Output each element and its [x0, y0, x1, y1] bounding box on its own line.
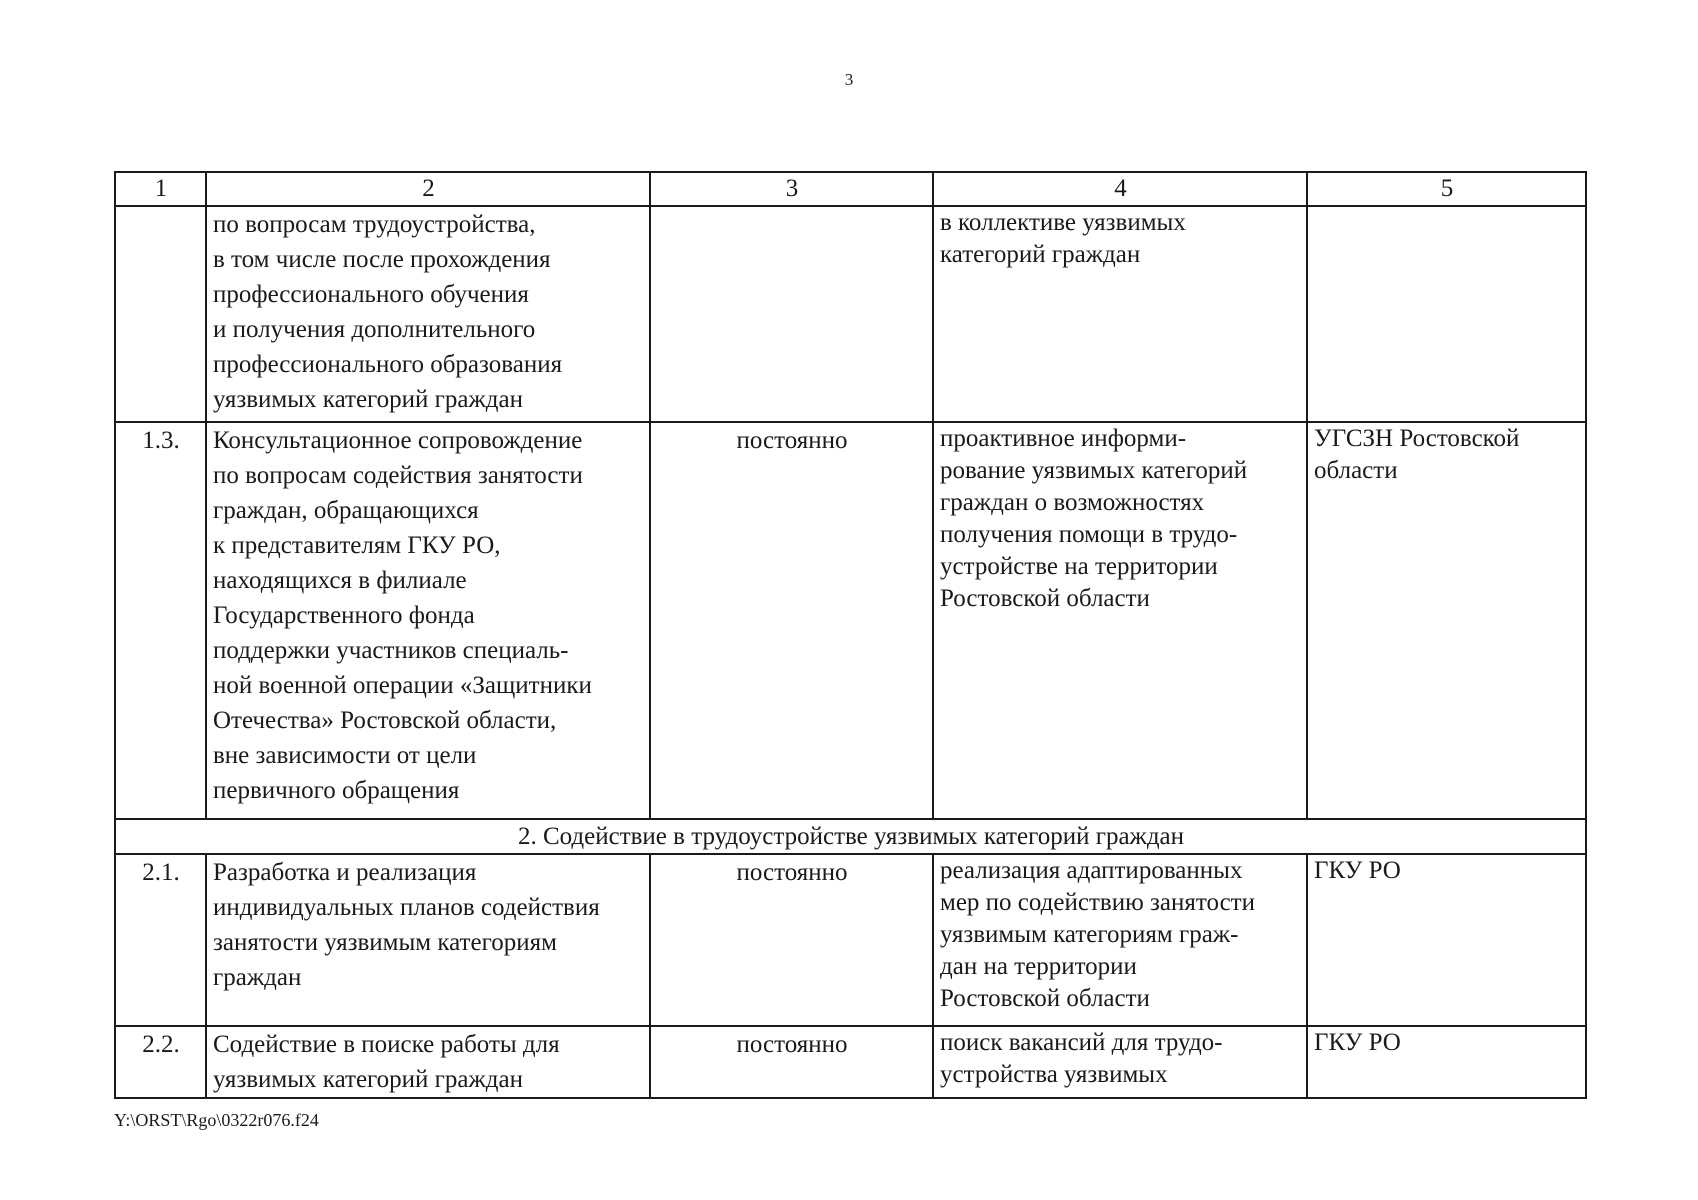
result-cell: проактивное информи- рование уязвимых категорий граждан о возможностях получения помощи в трудо- устройстве на территории Ростовской области [933, 422, 1307, 819]
term-cell: постоянно [650, 854, 933, 1026]
table-row-continuation [115, 206, 1586, 422]
row-number-cell: 1.3. [115, 422, 206, 819]
file-path-footer: Y:\ORST\Rgo\0322r076.f24 [114, 1110, 319, 1130]
result-cell: в коллективе уязвимых категорий граждан [933, 206, 1307, 422]
header-cell-4: 4 [933, 172, 1307, 206]
responsible-cell: ГКУ РО [1307, 854, 1586, 1026]
responsible-cell: ГКУ РО [1307, 1026, 1586, 1098]
row-number-cell: 2.2. [115, 1026, 206, 1098]
term-cell: постоянно [650, 422, 933, 819]
header-cell-5: 5 [1307, 172, 1586, 206]
term-cell [650, 206, 933, 422]
responsible-cell: УГСЗН Ростовской области [1307, 422, 1586, 819]
measure-cell: по вопросам трудоустройства, в том числе после прохождения профессионального обучения и получения дополнительного профессионального образования уязвимых категорий граждан [206, 206, 650, 422]
measures-table [114, 171, 1587, 1099]
measure-cell: Консультационное сопровождение по вопросам содействия занятости граждан, обращающихся к представителям ГКУ РО, находящихся в филиале Государственного фонда поддержки участников специаль- ной военной операции «Защитники Отечества» Ростовской области, вне зависимости от цели первичного обращения [206, 422, 650, 819]
measure-cell: Разработка и реализация индивидуальных планов содействия занятости уязвимым категориям граждан [206, 854, 650, 1026]
page-number: 3 [844, 70, 854, 89]
responsible-cell [1307, 206, 1586, 422]
table-header-row [115, 172, 1586, 206]
table-row-2-2 [115, 1026, 1586, 1098]
measure-cell: Содействие в поиске работы для уязвимых категорий граждан [206, 1026, 650, 1098]
header-cell-1: 1 [115, 172, 206, 206]
header-cell-2: 2 [206, 172, 650, 206]
row-number-cell: 2.1. [115, 854, 206, 1026]
term-cell: постоянно [650, 1026, 933, 1098]
header-cell-3: 3 [650, 172, 933, 206]
row-number-cell [115, 206, 206, 422]
table-row-1-3 [115, 422, 1586, 819]
result-cell: реализация адаптированных мер по содействию занятости уязвимым категориям граж- дан на территории Ростовской области [933, 854, 1307, 1026]
result-cell: поиск вакансий для трудо- устройства уязвимых [933, 1026, 1307, 1098]
table-row-2-1 [115, 854, 1586, 1026]
section-title: 2. Содействие в трудоустройстве уязвимых категорий граждан [115, 819, 1586, 854]
section-2-row [115, 819, 1586, 854]
